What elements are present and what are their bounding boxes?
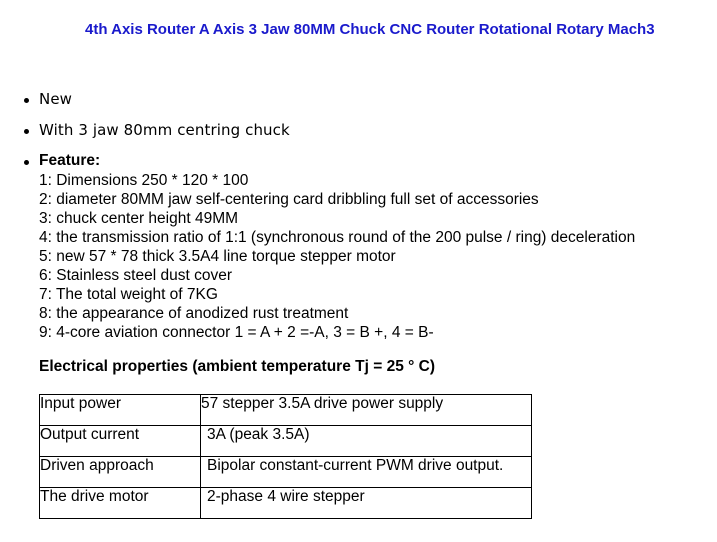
table-cell-label: Output current [40, 426, 201, 457]
bullet-new: New [39, 90, 73, 108]
bullet-chuck: With 3 jaw 80mm centring chuck [39, 121, 290, 139]
feature-line: 7: The total weight of 7KG [39, 286, 218, 303]
feature-line: 6: Stainless steel dust cover [39, 267, 232, 284]
feature-line: 1: Dimensions 250 * 120 * 100 [39, 172, 249, 189]
table-cell-label: The drive motor [40, 488, 201, 519]
feature-line: 3: chuck center height 49MM [39, 210, 239, 227]
feature-line: 8: the appearance of anodized rust treatment [39, 305, 349, 322]
table-row [40, 395, 532, 426]
feature-line: 4: the transmission ratio of 1:1 (synchronous round of the 200 pulse / ring) deceleration [39, 229, 636, 246]
table-cell-value: Bipolar constant-current PWM drive output. [201, 457, 532, 488]
electrical-heading: Electrical properties (ambient temperature Tj = 25 ° C) [39, 358, 435, 375]
table-cell-value: 57 stepper 3.5A drive power supply [201, 395, 532, 426]
feature-label: Feature: [39, 152, 101, 169]
table-cell-label: Driven approach [40, 457, 201, 488]
feature-list [39, 171, 635, 342]
table-cell-value: 2-phase 4 wire stepper [201, 488, 532, 519]
feature-line: 2: diameter 80MM jaw self-centering card dribbling full set of accessories [39, 191, 539, 208]
bullet-dot [24, 160, 29, 165]
bullet-dot [24, 129, 29, 134]
table-row [40, 426, 532, 457]
table-row [40, 488, 532, 519]
table-row [40, 457, 532, 488]
page-title: 4th Axis Router A Axis 3 Jaw 80MM Chuck CNC Router Rotational Rotary Mach3 [85, 21, 655, 38]
feature-line: 9: 4-core aviation connector 1 = A + 2 =-A, 3 = B +, 4 = B- [39, 324, 434, 341]
table-cell-value: 3A (peak 3.5A) [201, 426, 532, 457]
table-cell-label: Input power [40, 395, 201, 426]
feature-line: 5: new 57 * 78 thick 3.5A4 line torque stepper motor [39, 248, 396, 265]
electrical-table [39, 394, 532, 519]
bullet-dot [24, 98, 29, 103]
